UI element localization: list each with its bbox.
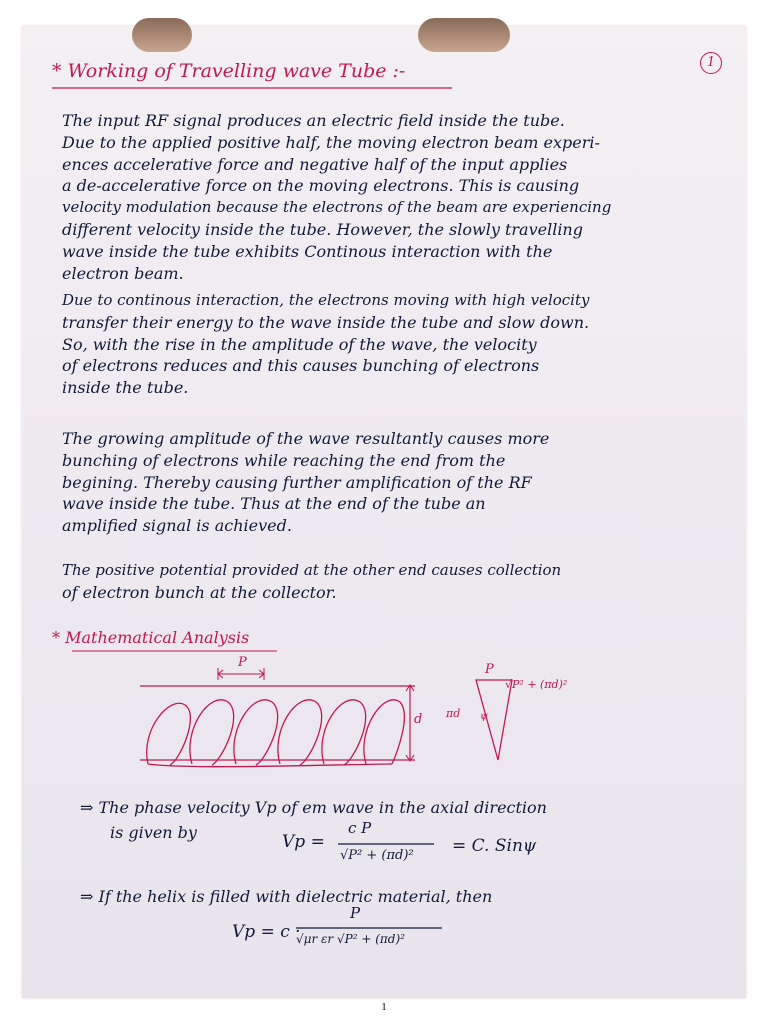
text-line: The input RF signal produces an electric field inside the tube. xyxy=(62,111,565,130)
text-line: The growing amplitude of the wave resultantly causes more xyxy=(62,429,550,448)
text-line: So, with the rise in the amplitude of the wave, the velocity xyxy=(62,334,537,354)
fraction-bar-2 xyxy=(296,927,446,930)
dielectric-statement: ⇒ If the helix is filled with dielectric material, then xyxy=(80,887,493,906)
triangle-side-label: πd xyxy=(446,707,461,720)
text-line: a de-accelerative force on the moving electrons. This is causing xyxy=(62,176,580,196)
text-line: of electron bunch at the collector. xyxy=(62,582,337,602)
text-line: wave inside the tube exhibits Continous interaction with the xyxy=(62,241,553,261)
phase-velocity-lhs: Vp = xyxy=(282,832,325,852)
text-line: bunching of electrons while reaching the end from the xyxy=(62,450,506,470)
corner-page-number: 1 xyxy=(700,52,722,74)
text-line: electron beam. xyxy=(62,263,184,283)
paragraph-3 xyxy=(62,428,549,537)
helix-diagram xyxy=(130,660,423,775)
dielectric-denominator: √μr εr √P² + (πd)² xyxy=(296,932,405,946)
section-title-math: * Mathematical Analysis xyxy=(52,628,250,647)
given-by-text: is given by xyxy=(110,823,197,842)
title-underline xyxy=(52,86,472,90)
text-line: inside the tube. xyxy=(62,378,189,398)
text-line: transfer their energy to the wave inside the tube and slow down. xyxy=(62,312,590,332)
phase-velocity-numerator: c P xyxy=(348,819,372,837)
finger-left xyxy=(132,18,192,52)
phase-velocity-denominator: √P² + (πd)² xyxy=(340,848,414,863)
text-line: begining. Thereby causing further amplification of the RF xyxy=(62,472,532,492)
paragraph-1 xyxy=(62,110,611,284)
diameter-label: d xyxy=(414,712,423,727)
dielectric-numerator: P xyxy=(350,904,361,922)
fraction-bar-1 xyxy=(338,843,438,846)
text-line: The positive potential provided at the other end causes collection xyxy=(62,561,562,579)
text-line: different velocity inside the tube. However, the slowly travelling xyxy=(62,219,583,239)
text-line: ences accelerative force and negative half of the input applies xyxy=(62,154,568,174)
dielectric-lhs: Vp = c · xyxy=(232,922,301,942)
triangle-hyp-label: √P² + (πd)² xyxy=(505,678,568,691)
phase-velocity-rhs: = C. Sinψ xyxy=(452,836,537,856)
triangle-angle-label: ψ xyxy=(480,711,488,722)
text-line: wave inside the tube. Thus at the end of the tube an xyxy=(62,494,486,514)
section-title-working: * Working of Travelling wave Tube :- xyxy=(52,60,406,82)
math-title-underline xyxy=(52,649,282,653)
paragraph-4 xyxy=(62,560,561,604)
text-line: velocity modulation because the electrons of the beam are experiencing xyxy=(62,198,612,217)
phase-velocity-statement: ⇒ The phase velocity Vp of em wave in the axial direction xyxy=(80,798,547,817)
pitch-label: P xyxy=(238,655,247,670)
text-line: amplified signal is achieved. xyxy=(62,516,292,536)
page-number: 1 xyxy=(381,1001,387,1013)
text-line: Due to continous interaction, the electrons moving with high velocity xyxy=(62,291,590,309)
triangle-top-label: P xyxy=(485,662,494,677)
text-line: Due to the applied positive half, the moving electron beam experi- xyxy=(62,132,600,152)
finger-right xyxy=(418,18,510,52)
text-line: of electrons reduces and this causes bunching of electrons xyxy=(62,356,540,376)
paragraph-2 xyxy=(62,290,589,399)
